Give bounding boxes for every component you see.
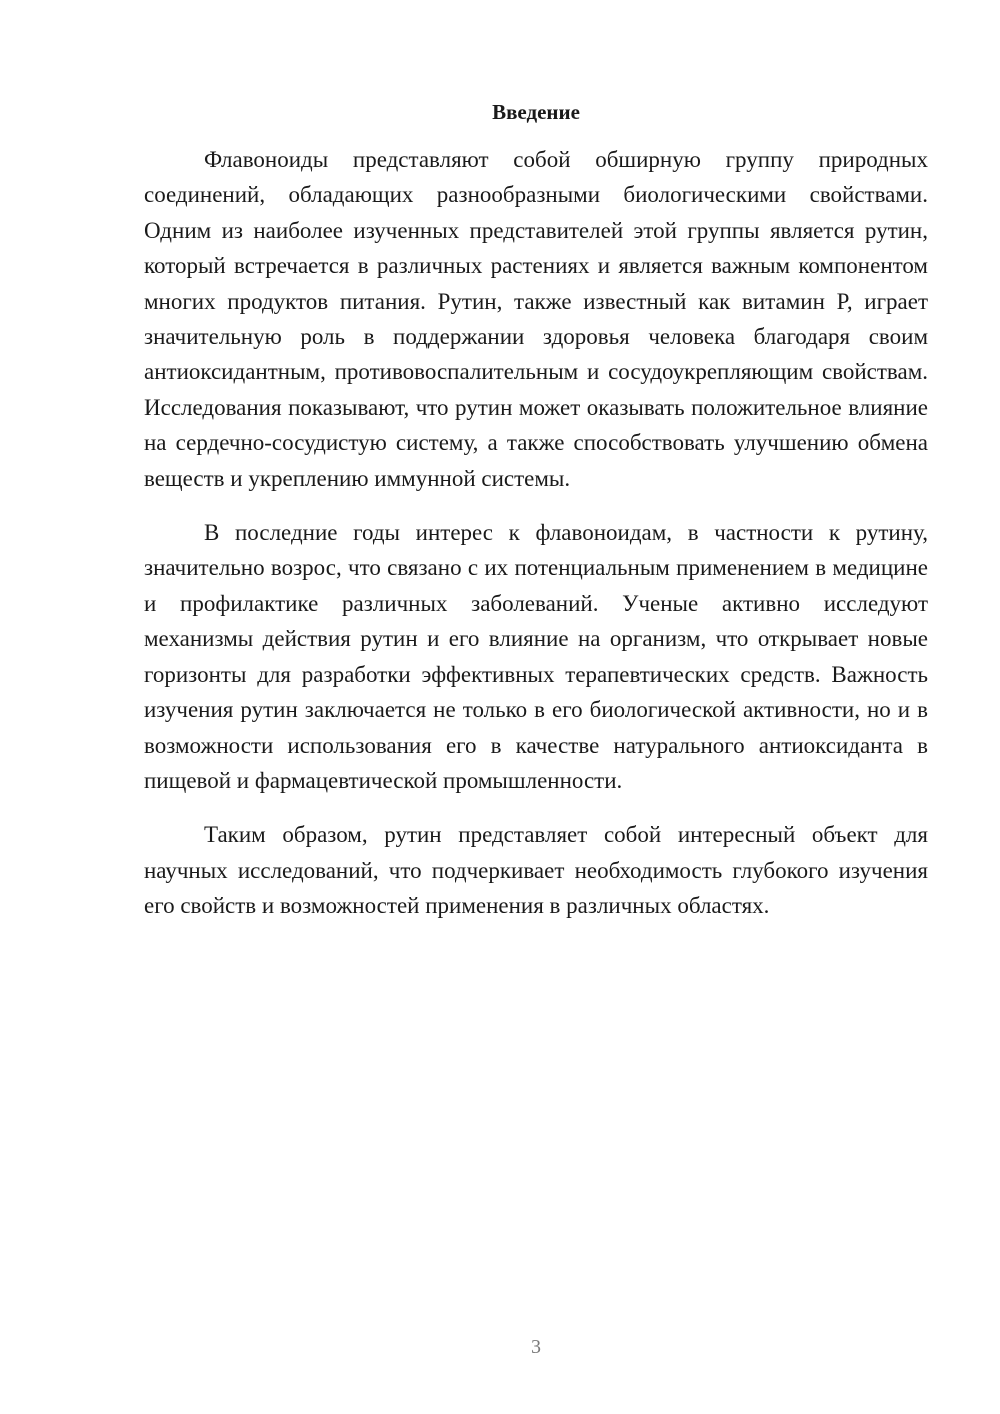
paragraph-conclusion: Таким образом, рутин представляет собой интересный объект для научных исследований, что подчеркивает необходимость глубокого изучения его свойств и возможностей применения в различных областях. [144, 822, 928, 919]
paragraph-intro: Флавоноиды представляют собой обширную группу природных соединений, обладающих разнообразными биологическими свойствами. Одним из наиболее изученных представителей этой группы является рутин, который встречается в различных растениях и является важным компонентом многих продуктов питания. Рутин, также известный как витамин P, играет значительную роль в поддержании здоровья человека благодаря своим антиоксидантным, противовоспалительным и сосудоукрепляющим свойствам. Исследования показывают, что рутин может оказывать положительное влияние на сердечно-сосудистую систему, а также способствовать улучшению обмена веществ и укреплению иммунной системы. [144, 147, 928, 491]
body-text [144, 142, 928, 924]
page-number: 3 [531, 1336, 541, 1358]
paragraph-research-interest: В последние годы интерес к флавоноидам, в частности к рутину, значительно возрос, что связано с их потенциальным применением в медицине и профилактике различных заболеваний. Ученые активно исследуют механизмы действия рутин и его влияние на организм, что открывает новые горизонты для разработки эффективных терапевтических средств. Важность изучения рутин заключается не только в его биологической активности, но и в возможности использования его в качестве натурального антиоксиданта в пищевой и фармацевтической промышленности. [144, 520, 928, 793]
section-title: Введение [492, 100, 580, 124]
